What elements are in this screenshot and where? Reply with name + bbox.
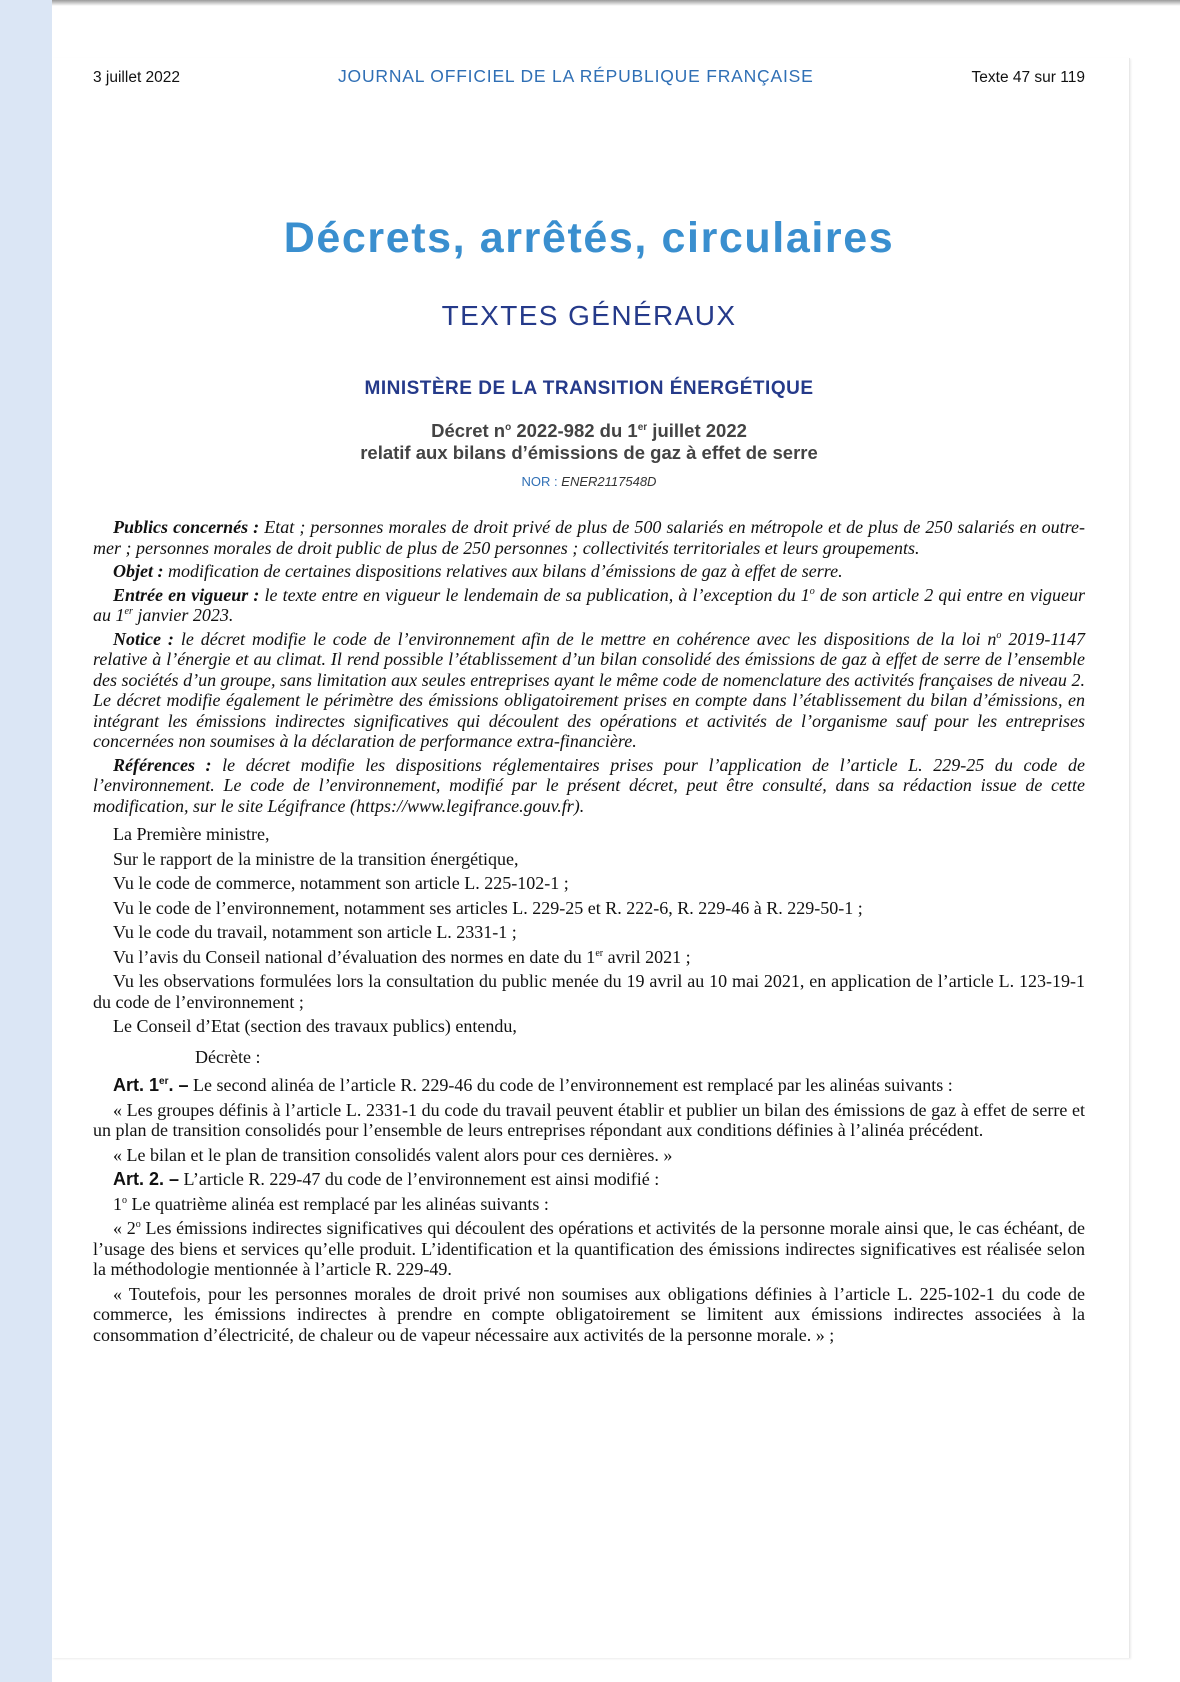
article-1-label: Art. 1er. – xyxy=(113,1075,189,1095)
article-2-quote: « Toutefois, pour les personnes morales de droit privé non soumises aux obligations définies à l’article L. 225-102-1 du code de commerce, les émissions indirectes à prendre en compte obligatoirement se limitent aux émissions indirectes associées à la consommation d’électricité, de chaleur ou de vapeur nécessaire aux activités de la personne morale. » ; xyxy=(93,1283,1085,1345)
decree-title-line1: Décret $n^o$ 2022-982 du 1er juillet 2022 xyxy=(431,420,747,441)
article-2: Art. 2. – L’article R. 229-47 du code de l’environnement est ainsi modifié : xyxy=(113,1169,660,1189)
article-2-label: Art. 2. – xyxy=(113,1169,180,1189)
notice-publics: Publics concernés : Etat ; personnes morales de droit privé de plus de 500 salariés en métropole et de plus de 250 salariés en outre-mer ; personnes morales de droit public de plus de 250 personnes ; collectivités territoriales et leurs groupements. xyxy=(93,517,1086,558)
article-2-quote: « 2$^o$ Les émissions indirectes significatives qui découlent des opérations et activités de la personne morale ainsi que, le cas échéant, de l’usage des biens et services qu’elle produit. L’identification et la quantification des émissions indirectes significatives est réalisée selon la méthodologie mentionnée à l’article R. 229-49. xyxy=(93,1218,1085,1279)
notice-references: Références : le décret modifie les dispositions réglementaires prises pour l’application de l’article L. 229-25 du code de l’environnement. Le code de l’environnement, modifié par le présent décret, peut être consulté, dans sa rédaction issue de cette modification, sur le site Légifrance (https://www.legifrance.gouv.fr). xyxy=(93,754,1085,816)
article-1-quote: « Le bilan et le plan de transition consolidés valent alors pour ces dernières. » xyxy=(113,1144,673,1165)
page-content xyxy=(93,66,1085,1349)
body-paragraph: Sur le rapport de la ministre de la transition énergétique, xyxy=(113,848,519,869)
running-header xyxy=(93,66,1085,90)
article-2-item: 1$^o$ Le quatrième alinéa est remplacé par les alinéas suivants : xyxy=(113,1193,549,1214)
decree-title xyxy=(93,420,1085,464)
body-paragraph: Vu le code de commerce, notamment son article L. 225-102-1 ; xyxy=(113,873,569,893)
notice-notice: Notice : le décret modifie le code de l’environnement afin de le mettre en cohérence avec les dispositions de la loi $n^o$ 2019-1147 relative à l’énergie et au climat. Il rend possible l’établissement d’un bilan consolidé des émissions de gaz à effet de serre de l’ensemble des sociétés d’un groupe, sans limitation aux seules entreprises ayant le même code de nomenclature des activités françaises de niveau 2. Le décret modifie également le périmètre des émissions obligatoirement prises en compte dans l’établissement du bilan d’émissions, en intégrant les émissions indirectes significatives qui découlent des opérations et activités de l’organisme sauf pour les entreprises concernées non soumises à la déclaration de performance extra-financière. xyxy=(93,628,1085,751)
nor-value: ENER2117548D xyxy=(561,474,657,489)
header-journal-title: JOURNAL OFFICIEL DE LA RÉPUBLIQUE FRANÇAISE xyxy=(338,66,814,86)
ministry-name: MINISTÈRE DE LA TRANSITION ÉNERGÉTIQUE xyxy=(364,378,814,399)
body-paragraph: Le Conseil d’Etat (section des travaux publics) entendu, xyxy=(113,1016,517,1036)
decree-title-line2: relatif aux bilans d’émissions de gaz à effet de serre xyxy=(360,442,818,463)
header-date: 3 juillet 2022 xyxy=(93,69,181,86)
body-paragraph: Vu le code du travail, notamment son article L. 2331-1 ; xyxy=(113,922,517,942)
header-page-ref: Texte 47 sur 119 xyxy=(971,69,1085,86)
article-1-quote: « Les groupes définis à l’article L. 2331-1 du code du travail peuvent établir et publier un bilan des émissions de gaz à effet de serre et un plan de transition consolidés pour l’ensemble de leurs entreprises répondant aux conditions définies à l’alinéa précédent. xyxy=(93,1099,1085,1140)
body-paragraph: Vu le code de l’environnement, notamment ses articles L. 229-25 et R. 222-6, R. 229-46 à R. 229-50-1 ; xyxy=(113,897,863,918)
page-right-edge xyxy=(1129,58,1130,1658)
decree-body xyxy=(93,824,1085,1345)
decrete-heading: Décrète : xyxy=(195,1046,261,1067)
body-paragraph: Vu l’avis du Conseil national d’évaluation des normes en date du 1er avril 2021 ; xyxy=(113,946,691,967)
notice-entree: Entrée en vigueur : le texte entre en vigueur le lendemain de sa publication, à l’exception du 1$^o$ de son article 2 qui entre en vigueur au 1er janvier 2023. xyxy=(93,584,1085,625)
decree-notice xyxy=(93,517,1085,816)
nor-label: NOR : xyxy=(521,474,562,489)
section-title: Décrets, arrêtés, circulaires xyxy=(283,214,895,262)
body-paragraph: La Première ministre, xyxy=(113,824,270,844)
body-paragraph: Vu les observations formulées lors la consultation du public menée du 19 avril au 10 mai 2021, en application de l’article L. 123-19-1 du code de l’environnement ; xyxy=(93,971,1085,1012)
viewer-left-margin xyxy=(0,0,52,1682)
window-top-edge xyxy=(0,0,1180,6)
sub-title: TEXTES GÉNÉRAUX xyxy=(441,300,737,331)
notice-objet: Objet : modification de certaines dispositions relatives aux bilans d’émissions de gaz à effet de serre. xyxy=(113,561,843,581)
article-1: Art. 1er. – Le second alinéa de l’article R. 229-46 du code de l’environnement est remplacé par les alinéas suivants : xyxy=(113,1075,953,1095)
nor-reference xyxy=(93,474,1085,489)
